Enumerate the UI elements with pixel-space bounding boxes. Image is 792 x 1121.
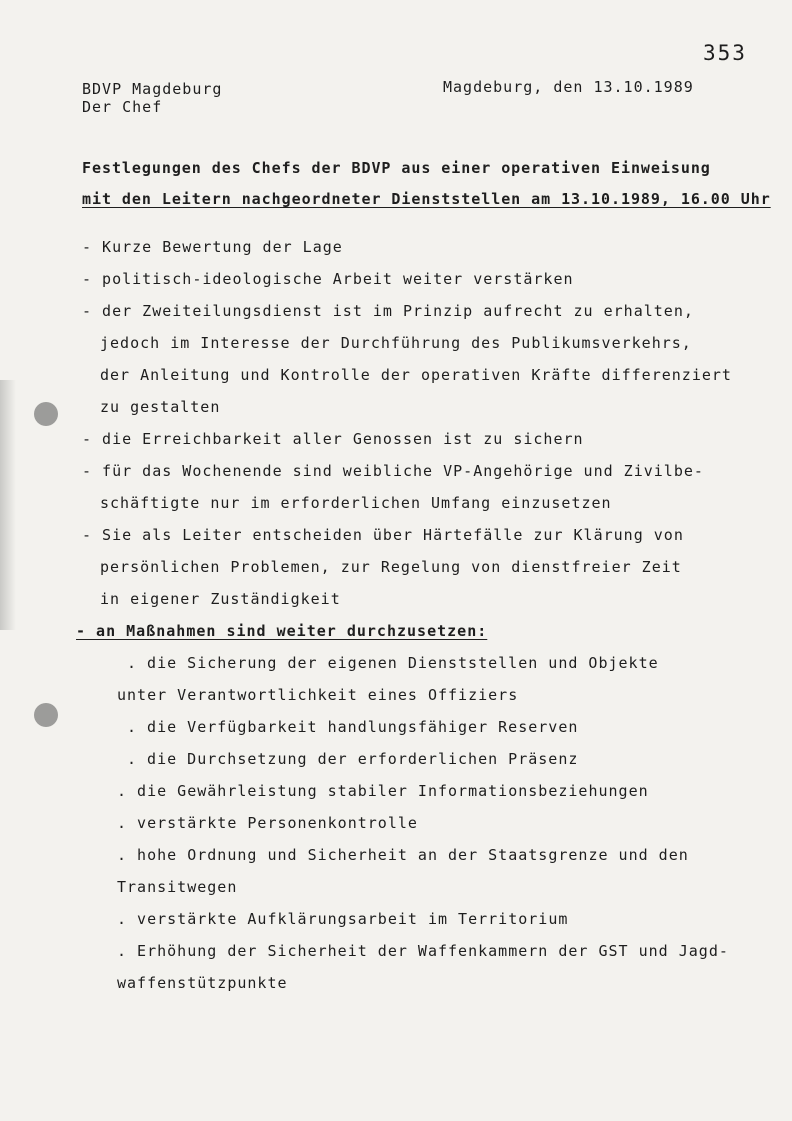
list-item: - Sie als Leiter entscheiden über Härtefälle zur Klärung von [82,526,684,544]
list-item-continuation: zu gestalten [100,398,221,416]
measure-item: . die Durchsetzung der erforderlichen Präsenz [127,750,579,768]
measure-item: . verstärkte Personenkontrolle [117,814,418,832]
measure-item: . hohe Ordnung und Sicherheit an der Staatsgrenze und den [117,846,689,864]
list-item-continuation: jedoch im Interesse der Durchführung des Publikumsverkehrs, [100,334,692,352]
measure-item-continuation: waffenstützpunkte [117,974,288,992]
punch-hole [34,402,58,426]
document-title-line2: mit den Leitern nachgeordneter Dienststellen am 13.10.1989, 16.00 Uhr [82,190,771,208]
punch-hole [34,703,58,727]
page-number: 353 [703,41,747,65]
list-item: - für das Wochenende sind weibliche VP-Angehörige und Zivilbe- [82,462,704,480]
measure-item: . die Sicherung der eigenen Dienststellen und Objekte [127,654,659,672]
measure-item: . Erhöhung der Sicherheit der Waffenkammern der GST und Jagd- [117,942,729,960]
list-item: - der Zweiteilungsdienst ist im Prinzip aufrecht zu erhalten, [82,302,694,320]
list-item: - politisch-ideologische Arbeit weiter verstärken [82,270,574,288]
scan-edge-shadow [0,380,16,630]
list-item-continuation: persönlichen Problemen, zur Regelung von dienstfreier Zeit [100,558,682,576]
measure-item: . die Verfügbarkeit handlungsfähiger Reserven [127,718,579,736]
list-item-continuation: der Anleitung und Kontrolle der operativen Kräfte differenziert [100,366,732,384]
measure-item: . die Gewährleistung stabiler Informationsbeziehungen [117,782,649,800]
measures-heading: - an Maßnahmen sind weiter durchzusetzen: [76,622,488,640]
list-item: - Kurze Bewertung der Lage [82,238,343,256]
list-item-continuation: in eigener Zuständigkeit [100,590,341,608]
document-title-line1: Festlegungen des Chefs der BDVP aus einer operativen Einweisung [82,159,711,177]
place-date: Magdeburg, den 13.10.1989 [443,78,694,96]
measure-item-continuation: unter Verantwortlichkeit eines Offiziers [117,686,519,704]
measure-item-continuation: Transitwegen [117,878,238,896]
list-item: - die Erreichbarkeit aller Genossen ist zu sichern [82,430,584,448]
org-role: Der Chef [82,98,163,116]
org-name: BDVP Magdeburg [82,80,223,98]
list-item-continuation: schäftigte nur im erforderlichen Umfang einzusetzen [100,494,612,512]
measure-item: . verstärkte Aufklärungsarbeit im Territorium [117,910,569,928]
